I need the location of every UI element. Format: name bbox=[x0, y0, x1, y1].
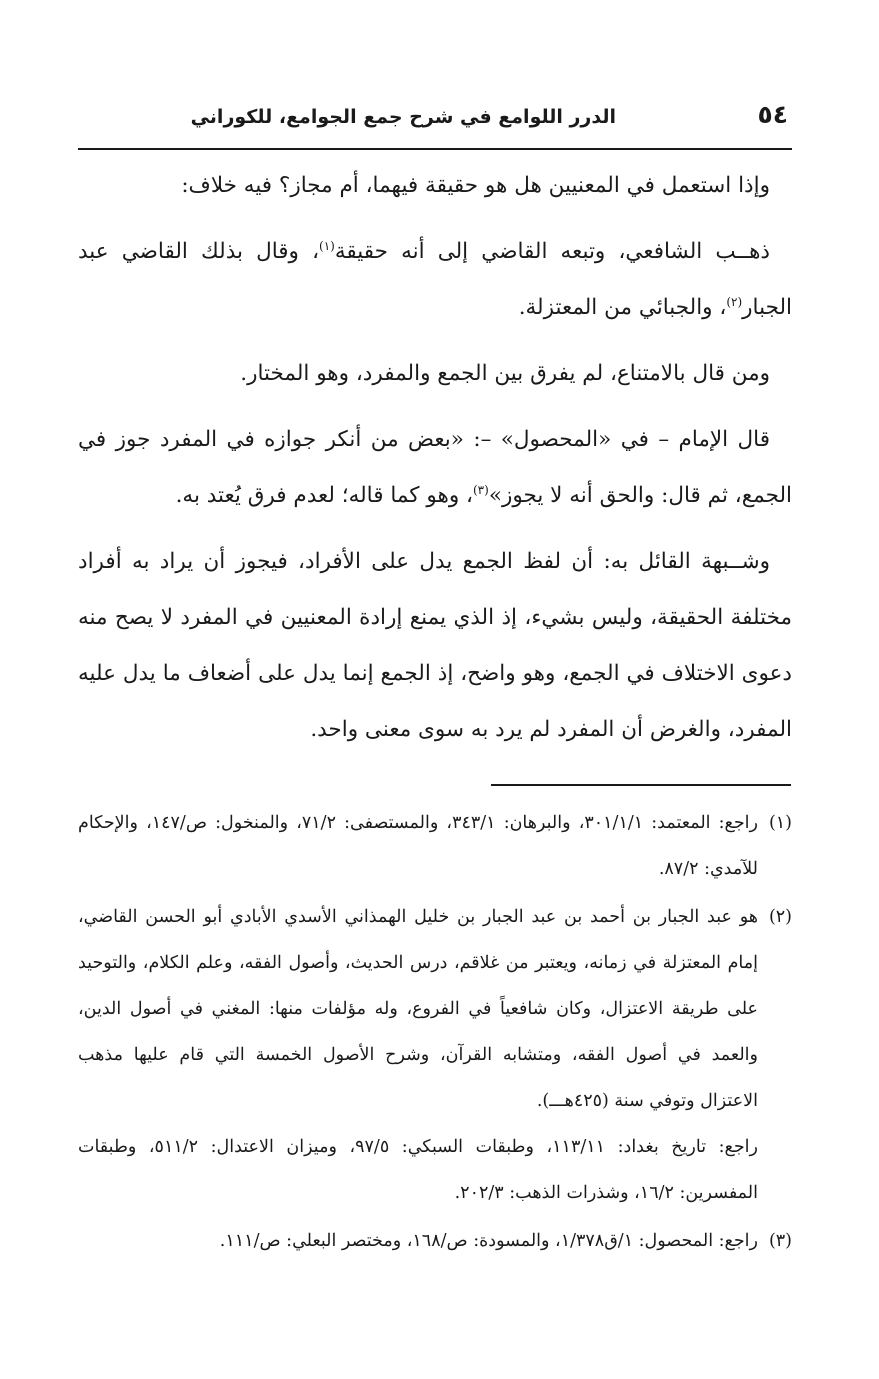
footnote bbox=[78, 894, 792, 1216]
footnote-text: راجع: تاريخ بغداد: ١١٣/١١، وطبقات السبكي: ٩٧/٥، وميزان الاعتدال: ٥١١/٢، وطبقات المفسرين: ١٦/٢، وشذرات الذهب: ٢٠٢/٣. bbox=[78, 1137, 758, 1203]
footnotes bbox=[78, 800, 792, 1266]
running-title: الدرر اللوامع في شرح جمع الجوامع، للكوراني bbox=[190, 106, 616, 128]
paragraph-text: قال الإمام – في «المحصول» –: «بعض من أنكر جوازه في المفرد جوز في الجمع، ثم قال: والحق أنه لا يجوز» bbox=[78, 427, 792, 508]
footnote-ref: (١) bbox=[319, 238, 335, 253]
paragraph-text: ، وقال بذلك القاضي عبد الجبار bbox=[78, 239, 792, 320]
paragraph-text: ، والجبائي من المعتزلة. bbox=[518, 295, 727, 320]
footnote-ref: (٢) bbox=[726, 294, 743, 309]
paragraph bbox=[78, 412, 792, 524]
footnote-number: (٣) bbox=[768, 1231, 792, 1251]
footnote-text: هو عبد الجبار بن أحمد بن عبد الجبار بن خليل الهمذاني الأسدي الأبادي أبو الحسن القاضي، إمام المعتزلة في زمانه، ويعتبر من غلاقم، درس الحديث، وأصول الفقه، وعلم الكلام، والتوحيد على طريقة الاعتزال، وكان شافعياً في الفروع، وله مؤلفات منها: المغني في أصول الدين، والعمد في أصول الفقه، ومتشابه القرآن، وشرح الأصول الخمسة التي قام عليها مذهب الاعتزال وتوفي سنة (٤٢٥هـــ). bbox=[78, 907, 758, 1111]
paragraph-text: وإذا استعمل في المعنيين هل هو حقيقة فيهما، أم مجاز؟ فيه خلاف: bbox=[181, 173, 770, 198]
footnote bbox=[78, 1218, 792, 1264]
main-text bbox=[78, 158, 792, 768]
header-rule bbox=[78, 148, 792, 150]
footnote-number: (٢) bbox=[768, 907, 792, 927]
paragraph-text: ذهــب الشافعي، وتبعه القاضي إلى أنه حقيقة bbox=[334, 239, 770, 264]
paragraph-text: ، وهو كما قاله؛ لعدم فرق يُعتد به. bbox=[175, 483, 473, 508]
paragraph-text: وشــبهة القائل به: أن لفظ الجمع يدل على الأفراد، فيجوز أن يراد به أفراد مختلفة الحقيقة، وليس بشيء، إذ الذي يمنع إرادة المعنيين في المفرد لا يصح منه دعوى الاختلاف في الجمع، وهو واضح، إذ الجمع إنما يدل على أضعاف ما يدل عليه المفرد، والغرض أن المفرد لم يرد به سوى معنى واحد. bbox=[78, 549, 792, 742]
footnote-text: راجع: المحصول: ١/ق١/٣٧٨، والمسودة: ص/١٦٨، ومختصر البعلي: ص/١١١. bbox=[219, 1231, 758, 1251]
page-header bbox=[78, 96, 792, 142]
page-number: ٥٤ bbox=[757, 100, 788, 129]
paragraph bbox=[78, 158, 792, 214]
paragraph-text: ومن قال بالامتناع، لم يفرق بين الجمع والمفرد، وهو المختار. bbox=[240, 361, 770, 386]
paragraph bbox=[78, 346, 792, 402]
footnote-separator bbox=[491, 784, 791, 786]
paragraph bbox=[78, 534, 792, 758]
footnote-ref: (٣) bbox=[472, 482, 489, 497]
footnote bbox=[78, 800, 792, 892]
footnote-text: راجع: المعتمد: ٣٠١/١/١، والبرهان: ٣٤٣/١، والمستصفى: ٧١/٢، والمنخول: ص/١٤٧، والإحكام للآمدي: ٨٧/٢. bbox=[78, 813, 758, 879]
footnote-number: (١) bbox=[768, 813, 792, 833]
paragraph bbox=[78, 224, 792, 336]
